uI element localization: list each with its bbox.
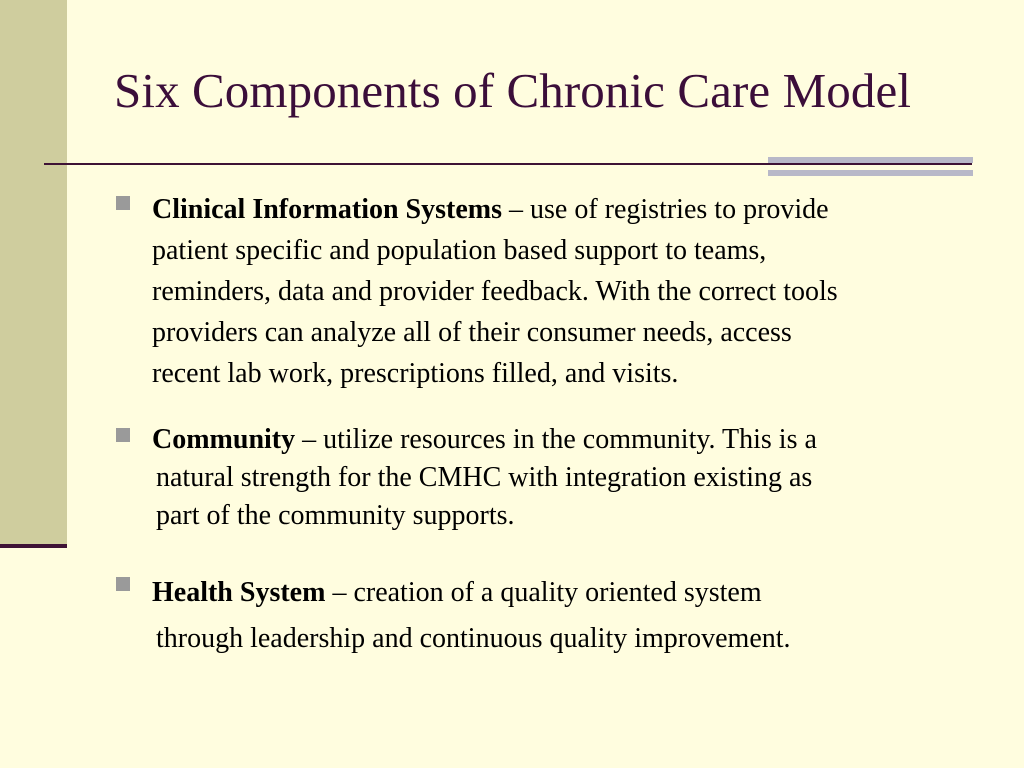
left-decorative-bar xyxy=(0,0,67,545)
bullet-description: – utilize resources in the community. This is a xyxy=(295,424,817,455)
square-bullet-icon xyxy=(116,577,130,591)
bullet-health-system xyxy=(116,570,996,662)
square-bullet-icon xyxy=(116,196,130,210)
left-decorative-rule xyxy=(0,544,67,548)
bullet-line xyxy=(152,570,996,616)
bullet-line: recent lab work, prescriptions filled, and visits. xyxy=(152,358,679,389)
bullet-community xyxy=(116,421,996,535)
accent-stripe-top xyxy=(768,157,973,163)
bullet-line: through leadership and continuous quality improvement. xyxy=(156,623,791,654)
slide-title: Six Components of Chronic Care Model xyxy=(114,63,912,118)
bullet-line xyxy=(152,421,996,459)
bullet-line: patient specific and population based support to teams, xyxy=(152,235,767,266)
bullet-line xyxy=(152,189,996,230)
bullet-line: providers can analyze all of their consumer needs, access xyxy=(152,317,792,348)
bullet-term: Community xyxy=(152,424,296,455)
bullet-term: Clinical Information Systems xyxy=(152,194,502,225)
bullet-clinical-information-systems xyxy=(116,189,996,394)
bullet-line: reminders, data and provider feedback. With the correct tools xyxy=(152,276,838,307)
accent-stripe-bottom xyxy=(768,170,973,176)
bullet-term: Health System xyxy=(152,577,326,608)
square-bullet-icon xyxy=(116,428,130,442)
bullet-description: – use of registries to provide xyxy=(502,194,829,225)
title-accent-stripes xyxy=(768,157,973,177)
bullet-text xyxy=(152,570,996,662)
bullet-line: natural strength for the CMHC with integration existing as xyxy=(156,462,813,493)
bullet-text xyxy=(152,189,996,394)
bullet-description: – creation of a quality oriented system xyxy=(325,577,762,608)
bullet-line: part of the community supports. xyxy=(156,500,515,531)
bullet-text xyxy=(152,421,996,535)
